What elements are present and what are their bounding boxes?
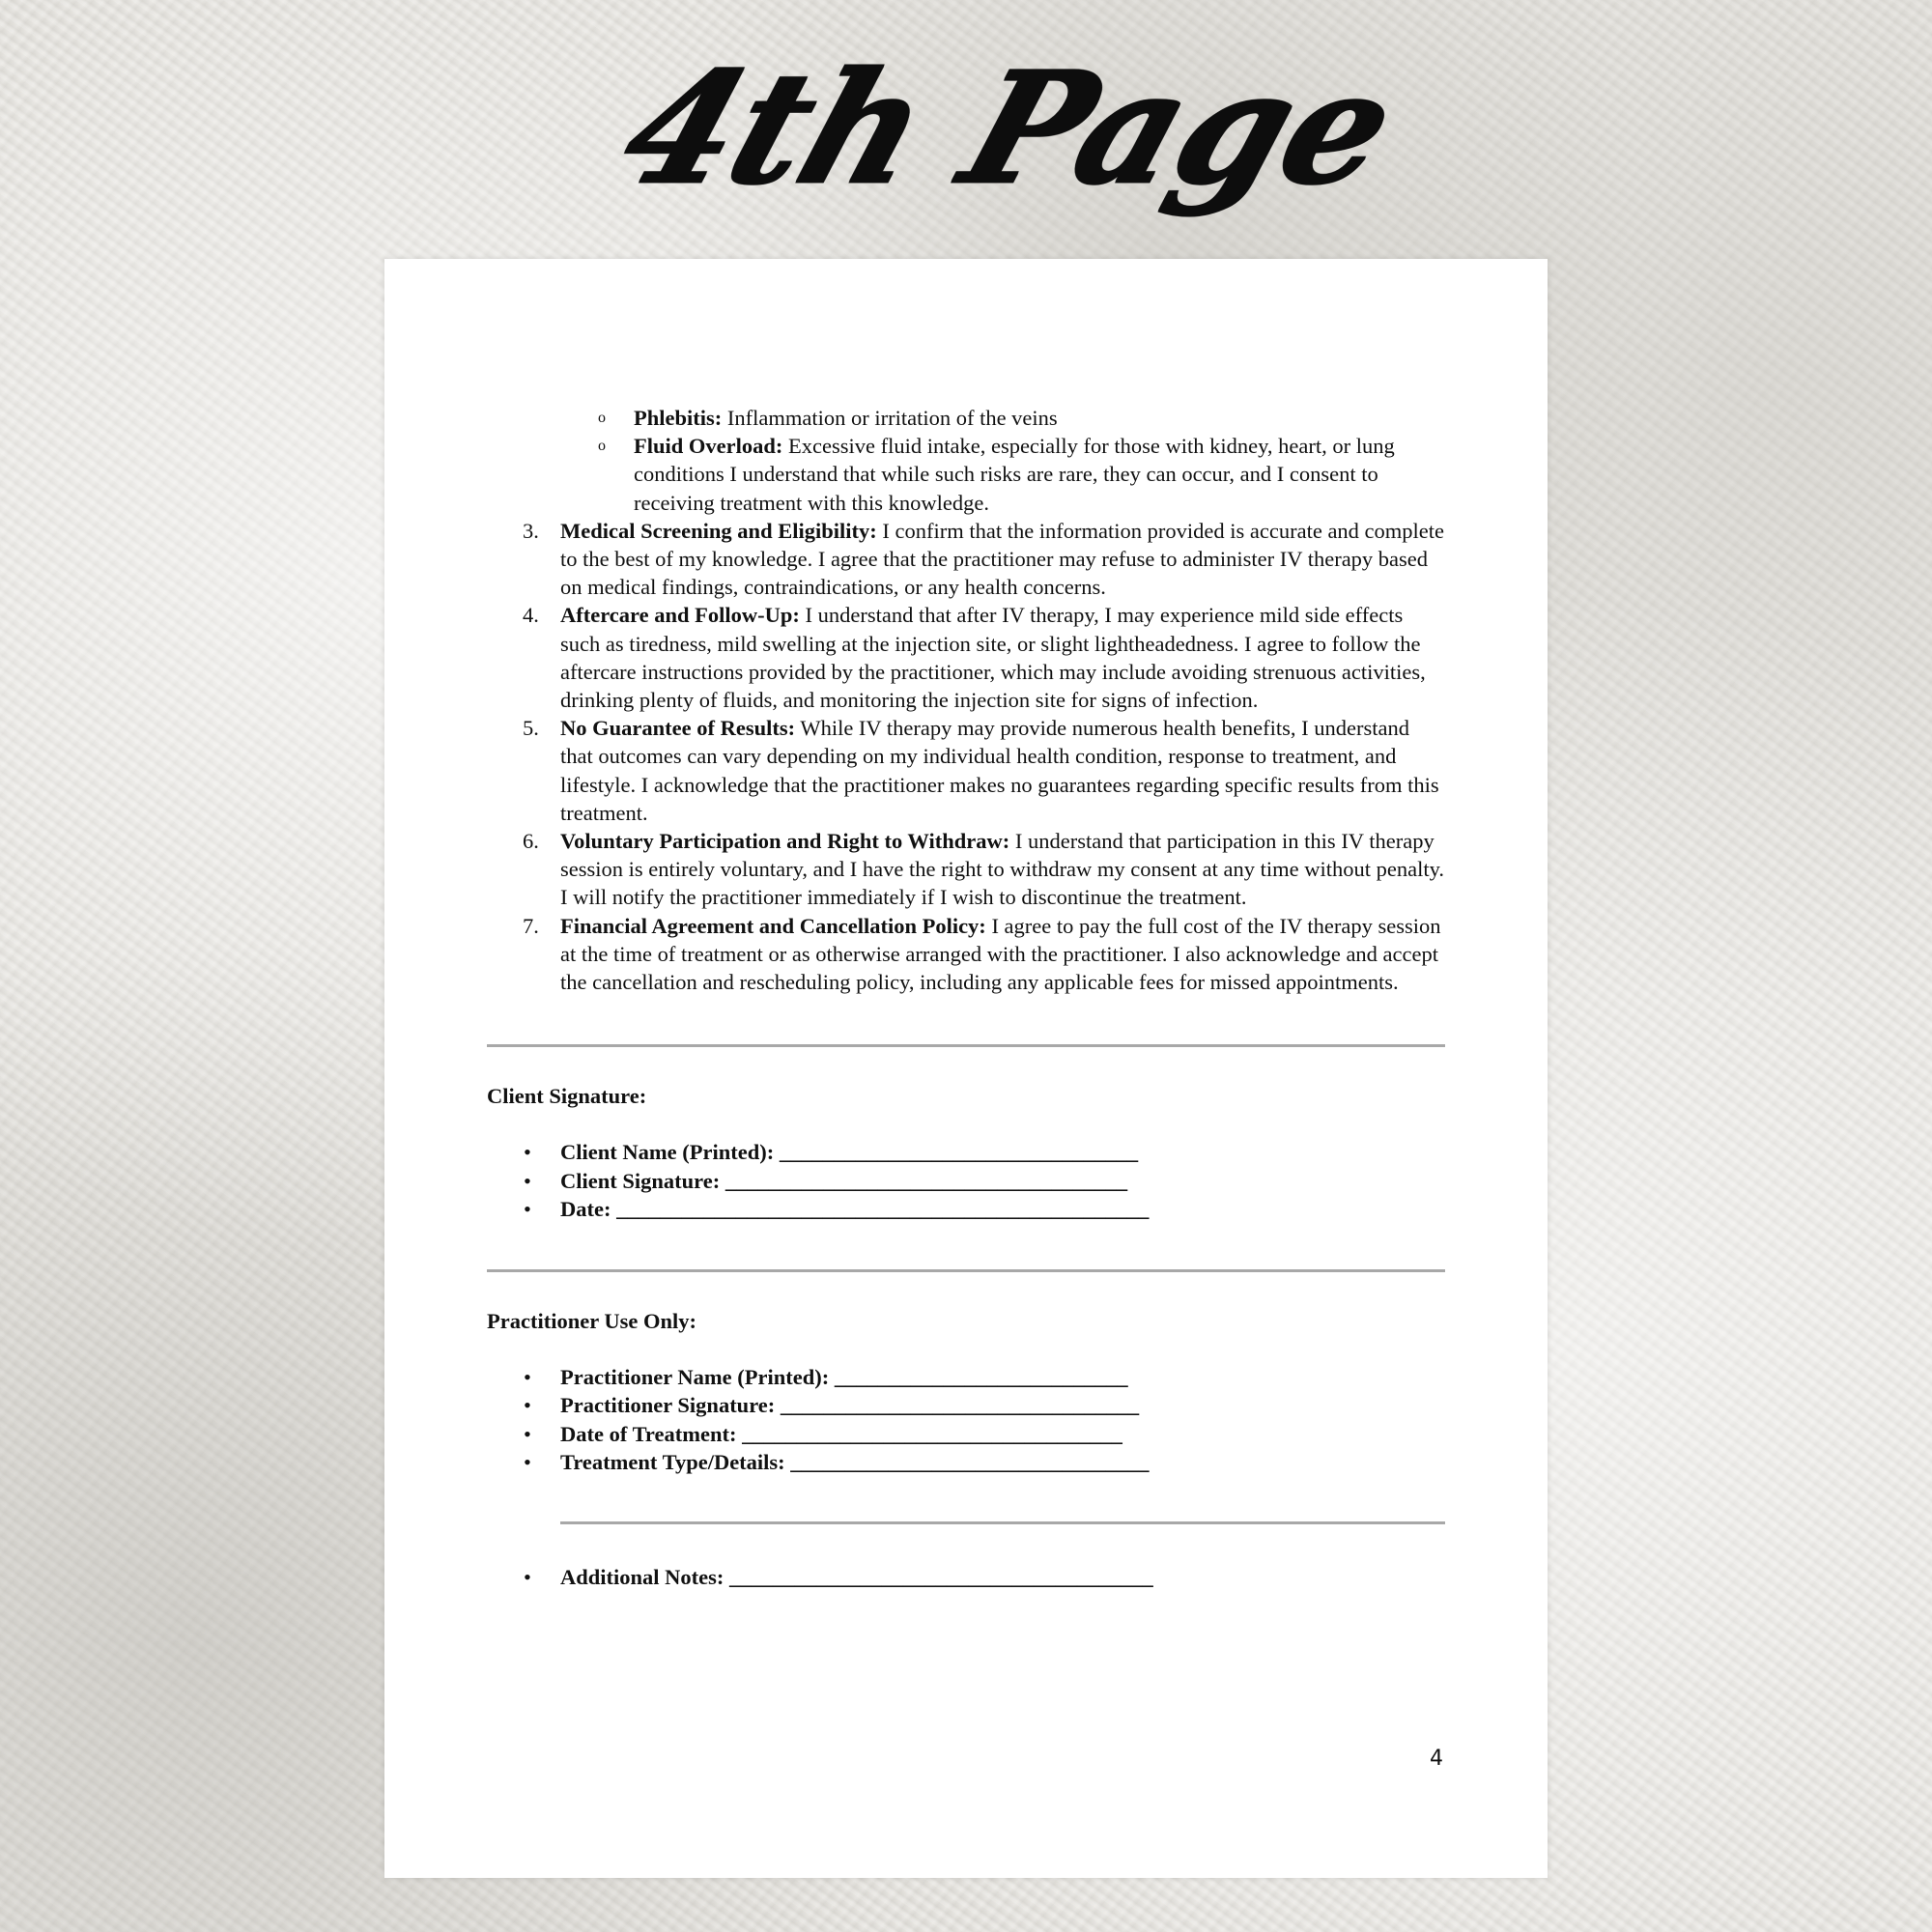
practitioner-fields-list — [487, 1363, 1445, 1476]
section-title: Aftercare and Follow-Up: — [560, 603, 800, 628]
section-number: 7. — [523, 913, 539, 938]
field-label: Additional Notes: _______________________________________ — [560, 1565, 1153, 1590]
field-label: Practitioner Signature: _________________________________ — [560, 1393, 1140, 1418]
section-text: I confirm that the information provided is accurate and complete to the best of my knowledge. I agree that the practitioner may refuse to administer IV therapy based on medical findings, contraindications, or any health concerns. — [560, 518, 1445, 600]
client-section-title: Client Signature: — [487, 1084, 647, 1109]
field-label: Client Signature: _____________________________________ — [560, 1168, 1128, 1193]
field-label: Treatment Type/Details: _________________________________ — [560, 1449, 1150, 1474]
section-no-guarantee — [487, 714, 1445, 827]
practitioner-signature-field[interactable] — [487, 1391, 1445, 1419]
bullet-mark: • — [524, 1168, 531, 1193]
section-text: While IV therapy may provide numerous health benefits, I understand that outcomes can vary depending on my individual health condition, response to treatment, and lifestyle. I acknowledge that the practitioner makes no guarantees regarding specific results from this treatment. — [560, 716, 1439, 825]
page-heading-svg — [0, 17, 1932, 249]
document-sheet — [384, 259, 1548, 1878]
risk-term: Fluid Overload: — [634, 434, 783, 459]
page-number: 4 — [1430, 1747, 1443, 1771]
risk-text: Excessive fluid intake, especially for those with kidney, heart, or lung conditions I understand that while such risks are rare, they can occur, and I consent to receiving treatment with this knowledge. — [634, 434, 1395, 515]
section-title: Medical Screening and Eligibility: — [560, 518, 877, 543]
sub-bullet-mark: o — [598, 410, 606, 426]
practitioner-name-field[interactable] — [487, 1363, 1445, 1391]
section-title: Voluntary Participation and Right to Withdraw: — [560, 829, 1010, 854]
document-content — [487, 404, 1445, 1591]
section-number: 5. — [523, 716, 539, 741]
page-heading — [0, 17, 1932, 249]
notes-list — [487, 1563, 1445, 1591]
practitioner-section-title: Practitioner Use Only: — [487, 1309, 697, 1334]
risks-continued-list — [487, 404, 1445, 517]
date-of-treatment-field[interactable] — [487, 1420, 1445, 1448]
field-label: Date of Treatment: ___________________________________ — [560, 1421, 1122, 1446]
bullet-mark: • — [524, 1421, 531, 1446]
bullet-mark: • — [524, 1565, 531, 1590]
field-label: Date: _________________________________________________ — [560, 1196, 1150, 1221]
client-date-field[interactable] — [487, 1195, 1445, 1223]
bullet-mark: • — [524, 1449, 531, 1474]
bullet-mark: • — [524, 1365, 531, 1390]
client-name-field[interactable] — [487, 1138, 1445, 1166]
risk-term: Phlebitis: — [634, 406, 723, 430]
client-signature-field[interactable] — [487, 1167, 1445, 1195]
page-heading-text: 4th Page — [603, 39, 1415, 219]
section-number: 6. — [523, 829, 539, 854]
bullet-mark: • — [524, 1140, 531, 1165]
section-number: 4. — [523, 603, 539, 628]
divider — [487, 1044, 1445, 1047]
section-text: I agree to pay the full cost of the IV therapy session at the time of treatment or as otherwise arranged with the practitioner. I also acknowledge and accept the cancellation and rescheduling policy, including any applicable fees for missed appointments. — [560, 913, 1441, 995]
field-label: Practitioner Name (Printed): ___________________________ — [560, 1365, 1128, 1390]
section-title: Financial Agreement and Cancellation Policy: — [560, 913, 986, 938]
additional-notes-field[interactable] — [487, 1563, 1445, 1591]
divider — [487, 1269, 1445, 1272]
section-text: I understand that after IV therapy, I may experience mild side effects such as tiredness, mild swelling at the injection site, or slight lightheadedness. I agree to follow the aftercare instructions provided by the practitioner, which may include avoiding strenuous activities, drinking plenty of fluids, and monitoring the injection site for signs of infection. — [560, 603, 1426, 713]
list-item-fluid-overload — [487, 432, 1445, 517]
notes-divider — [560, 1521, 1445, 1524]
client-fields-list — [487, 1138, 1445, 1223]
section-aftercare — [487, 601, 1445, 714]
section-number: 3. — [523, 518, 539, 543]
field-label: Client Name (Printed): _________________________________ — [560, 1140, 1139, 1165]
section-financial-agreement — [487, 912, 1445, 997]
consent-sections-list — [487, 517, 1445, 996]
risk-text: Inflammation or irritation of the veins — [722, 406, 1058, 430]
section-title: No Guarantee of Results: — [560, 716, 796, 741]
bullet-mark: • — [524, 1393, 531, 1418]
sub-bullet-mark: o — [598, 438, 606, 455]
section-medical-screening — [487, 517, 1445, 602]
treatment-details-field[interactable] — [487, 1448, 1445, 1476]
section-voluntary-participation — [487, 827, 1445, 912]
bullet-mark: • — [524, 1196, 531, 1221]
section-text: I understand that participation in this IV therapy session is entirely voluntary, and I have the right to withdraw my consent at any time without penalty. I will notify the practitioner immediately if I wish to discontinue the treatment. — [560, 829, 1445, 910]
list-item-phlebitis — [487, 404, 1445, 432]
